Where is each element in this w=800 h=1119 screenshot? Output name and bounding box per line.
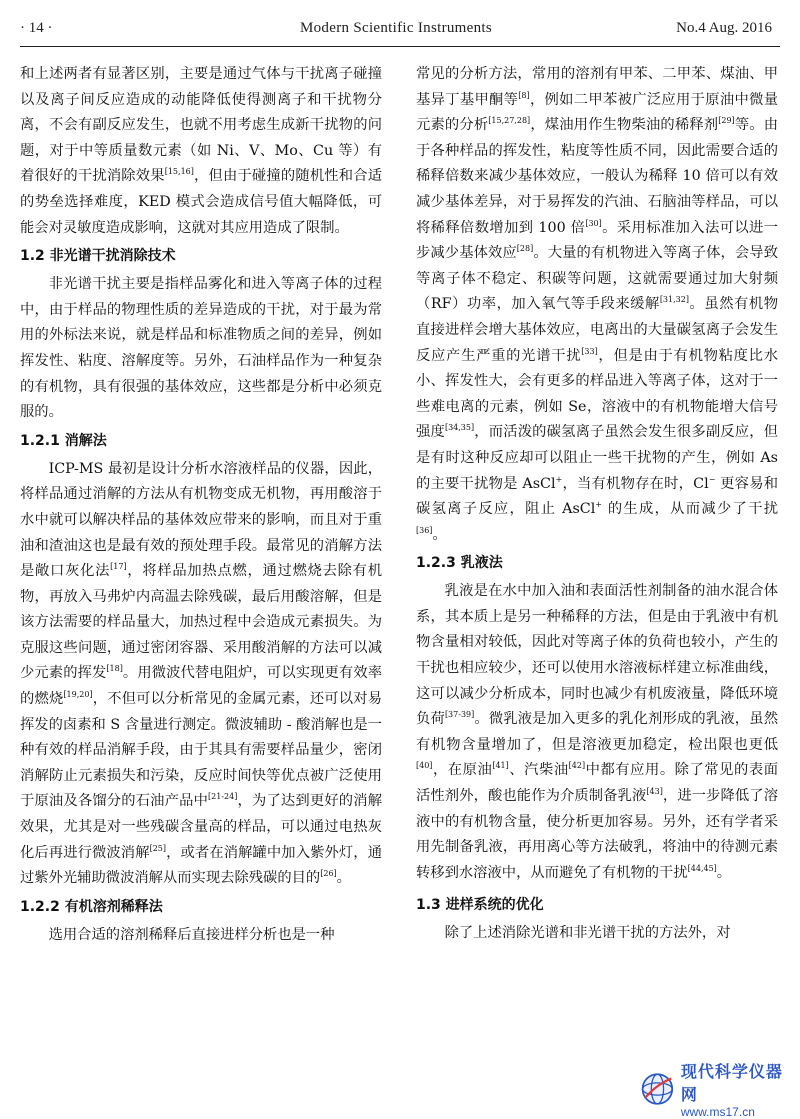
watermark-name: 现代科学仪器网 bbox=[680, 1062, 783, 1104]
right-column bbox=[416, 62, 778, 947]
citation: [31,32] bbox=[659, 295, 689, 305]
citation: [30] bbox=[585, 218, 602, 228]
citation: [28] bbox=[516, 244, 534, 254]
journal-title: Modern Scientific Instruments bbox=[300, 19, 492, 36]
watermark-logo bbox=[640, 1062, 790, 1119]
page-number: · 14 · bbox=[20, 19, 53, 36]
citation: [18] bbox=[106, 664, 123, 674]
citation: [15,27,28] bbox=[488, 116, 531, 126]
subsection-heading: 1.2.3 乳液法 bbox=[416, 555, 503, 572]
globe-logo-icon bbox=[640, 1070, 675, 1108]
issue-info: No.4 Aug. 2016 bbox=[676, 19, 772, 36]
paragraph: ICP-MS 最初是设计分析水溶液样品的仪器，因此，将样品通过消解的方法从有机物变成无机物，再用酸溶于水中就可以解决样品的基体效应带来的影响，而且对于重油和渣油这也是最有效的预处理手段。最常见的消解方法是敞口灰化法[17]，将样品加热点燃，通过燃烧去除有机物，再放入马弗炉内高温去除残碳，最后用酸溶解，但是该方法需要的样品量大，加热过程中会造成元素损失。为克服这些问题，通过密闭容器、采用酸消解的方法可以减少元素的挥发[18]。用微波代替电阻炉，可以实现更有效率的燃烧[19,20]，不但可以分析常见的金属元素，还可以对易挥发的卤素和 S 含量进行测定。微波辅助 - 酸消解也是一种有效的样品消解手段，由于其具有需要样品量少，密闭消解防止元素损失和污染，反应时间快等优点被广泛使用于原油及各馏分的石油产品中[21-24]，为了达到更好的消解效果，尤其是对一些残碳含量高的样品，可以通过电热灰化后再进行微波消解[25]，或者在消解罐中加入紫外灯，通过紫外光辅助微波消解从而实现去除残碳的目的[26]。 bbox=[20, 460, 383, 887]
subsection-heading: 1.2.1 消解法 bbox=[20, 432, 107, 449]
citation: [34,35] bbox=[444, 423, 475, 433]
citation: [36] bbox=[416, 525, 433, 535]
citation: [21-24] bbox=[208, 792, 238, 802]
citation: [25] bbox=[149, 843, 167, 853]
citation: [40] bbox=[416, 761, 433, 771]
watermark-url: www.ms17.cn bbox=[680, 1105, 755, 1119]
citation: [41] bbox=[492, 761, 509, 771]
subsection-heading: 1.2.2 有机溶剂稀释法 bbox=[20, 898, 163, 915]
citation: [44,45] bbox=[687, 864, 717, 874]
paragraph: 常见的分析方法，常用的溶剂有甲苯、二甲苯、煤油、甲基异丁基甲酮等[8]，例如二甲苯被广泛应用于原油中微量元素的分析[15,27,28]，煤油用作生物柴油的稀释剂[29]等。由于各种样品的挥发性，粘度等性质不同，因此需要合适的稀释倍数来减少基体效应，一般认为稀释 10 倍可以有效减少基体差异，对于易挥发的汽油、石脑油等样品，可以将稀释倍数增加到 100 倍[30]。采用标准加入法可以进一步减少基体效应[28]。大量的有机物进入等离子体，会导致等离子体不稳定、积碳等问题，这就需要通过加大射频（RF）功率，加入氧气等手段来缓解[31,32]。虽然有机物直接进样会增大基体效应，电离出的大量碳氢离子会发生反应产生严重的光谱干扰[33]，但是由于有机物粘度比水小、挥发性大，会有更多的样品进入等离子体，这对于一些难电离的元素，例如 Se，溶液中的有机物能增大信号强度[34,35]，而活泼的碳氢离子虽然会发生很多副反应，但是有时这种反应却可以阻止一些干扰物的产生，例如 As 的主要干扰物是 AsCl+，当有机物存在时，Cl− 更容易和碳氢离子反应，阻止 AsCl+ 的生成，从而减少了干扰[36]。 bbox=[416, 66, 779, 543]
section-heading: 1.3 进样系统的优化 bbox=[416, 897, 544, 914]
header-rule bbox=[20, 46, 780, 47]
section-heading: 1.2 非光谱干扰消除技术 bbox=[20, 248, 176, 265]
citation: [8] bbox=[518, 90, 530, 100]
citation: [26] bbox=[320, 869, 337, 879]
paragraph: 非光谱干扰主要是指样品雾化和进入等离子体的过程中，由于样品的物理性质的差异造成的干扰，对于最为常用的外标法来说，就是样品和标准物质之间的差异，例如挥发性、粘度、溶解度等。另外，石油样品作为一种复杂的有机物，具有很强的基体效应，这些都是分析中必须克服的。 bbox=[20, 276, 382, 421]
citation: [43] bbox=[646, 787, 663, 797]
left-column bbox=[20, 62, 382, 948]
citation: [33] bbox=[581, 346, 598, 356]
paragraph: 选用合适的溶剂稀释后直接进样分析也是一种 bbox=[48, 926, 335, 943]
running-header bbox=[20, 14, 772, 42]
paragraph: 乳液是在水中加入油和表面活性剂制备的油水混合体系，其本质上是另一种稀释的方法，但是由于乳液中有机物含量相对较低，因此对等离子体的负荷也较小，产生的干扰也相应较少，还可以使用水溶液标样建立标准曲线，这可以减少分析成本，同时也减少有机废液量，降低环境负荷[37-39]。微乳液是加入更多的乳化剂形成的乳液，虽然有机物含量增加了，但是溶液更加稳定，检出限也更低[40]，在原油[41]、汽柴油[42]中都有应用。除了常见的表面活性剂外，酸也能作为介质制备乳液[43]，进一步降低了溶液中的有机物含量，使分析更加容易。另外，还有学者采用先制备乳液，再用离心等方法破乳，将油中的待测元素转移到水溶液中，从而避免了有机物的干扰[44,45]。 bbox=[416, 583, 779, 881]
citation: [29] bbox=[718, 116, 735, 126]
citation: [15,16] bbox=[164, 167, 194, 177]
citation: [19,20] bbox=[63, 690, 93, 700]
citation: [37-39] bbox=[444, 710, 475, 720]
paragraph: 除了上述消除光谱和非光谱干扰的方法外，对 bbox=[444, 925, 731, 942]
paragraph: 和上述两者有显著区别，主要是通过气体与干扰离子碰撞以及离子间反应造成的动能降低使得测离子和干扰物分离，不会有副反应发生，也就不用考虑生成新干扰物的问题，对于中等质量数元素（如 Ni、V、Mo、Cu 等）有着很好的干扰消除效果[15,16]，但由于碰撞的随机性和合适的势垒选择难度，KED 模式会造成信号值大幅降低，可能会对灵敏度造成影响，这就对其应用造成了限制。 bbox=[20, 66, 383, 236]
citation: [17] bbox=[110, 562, 127, 572]
citation: [42] bbox=[568, 761, 586, 771]
